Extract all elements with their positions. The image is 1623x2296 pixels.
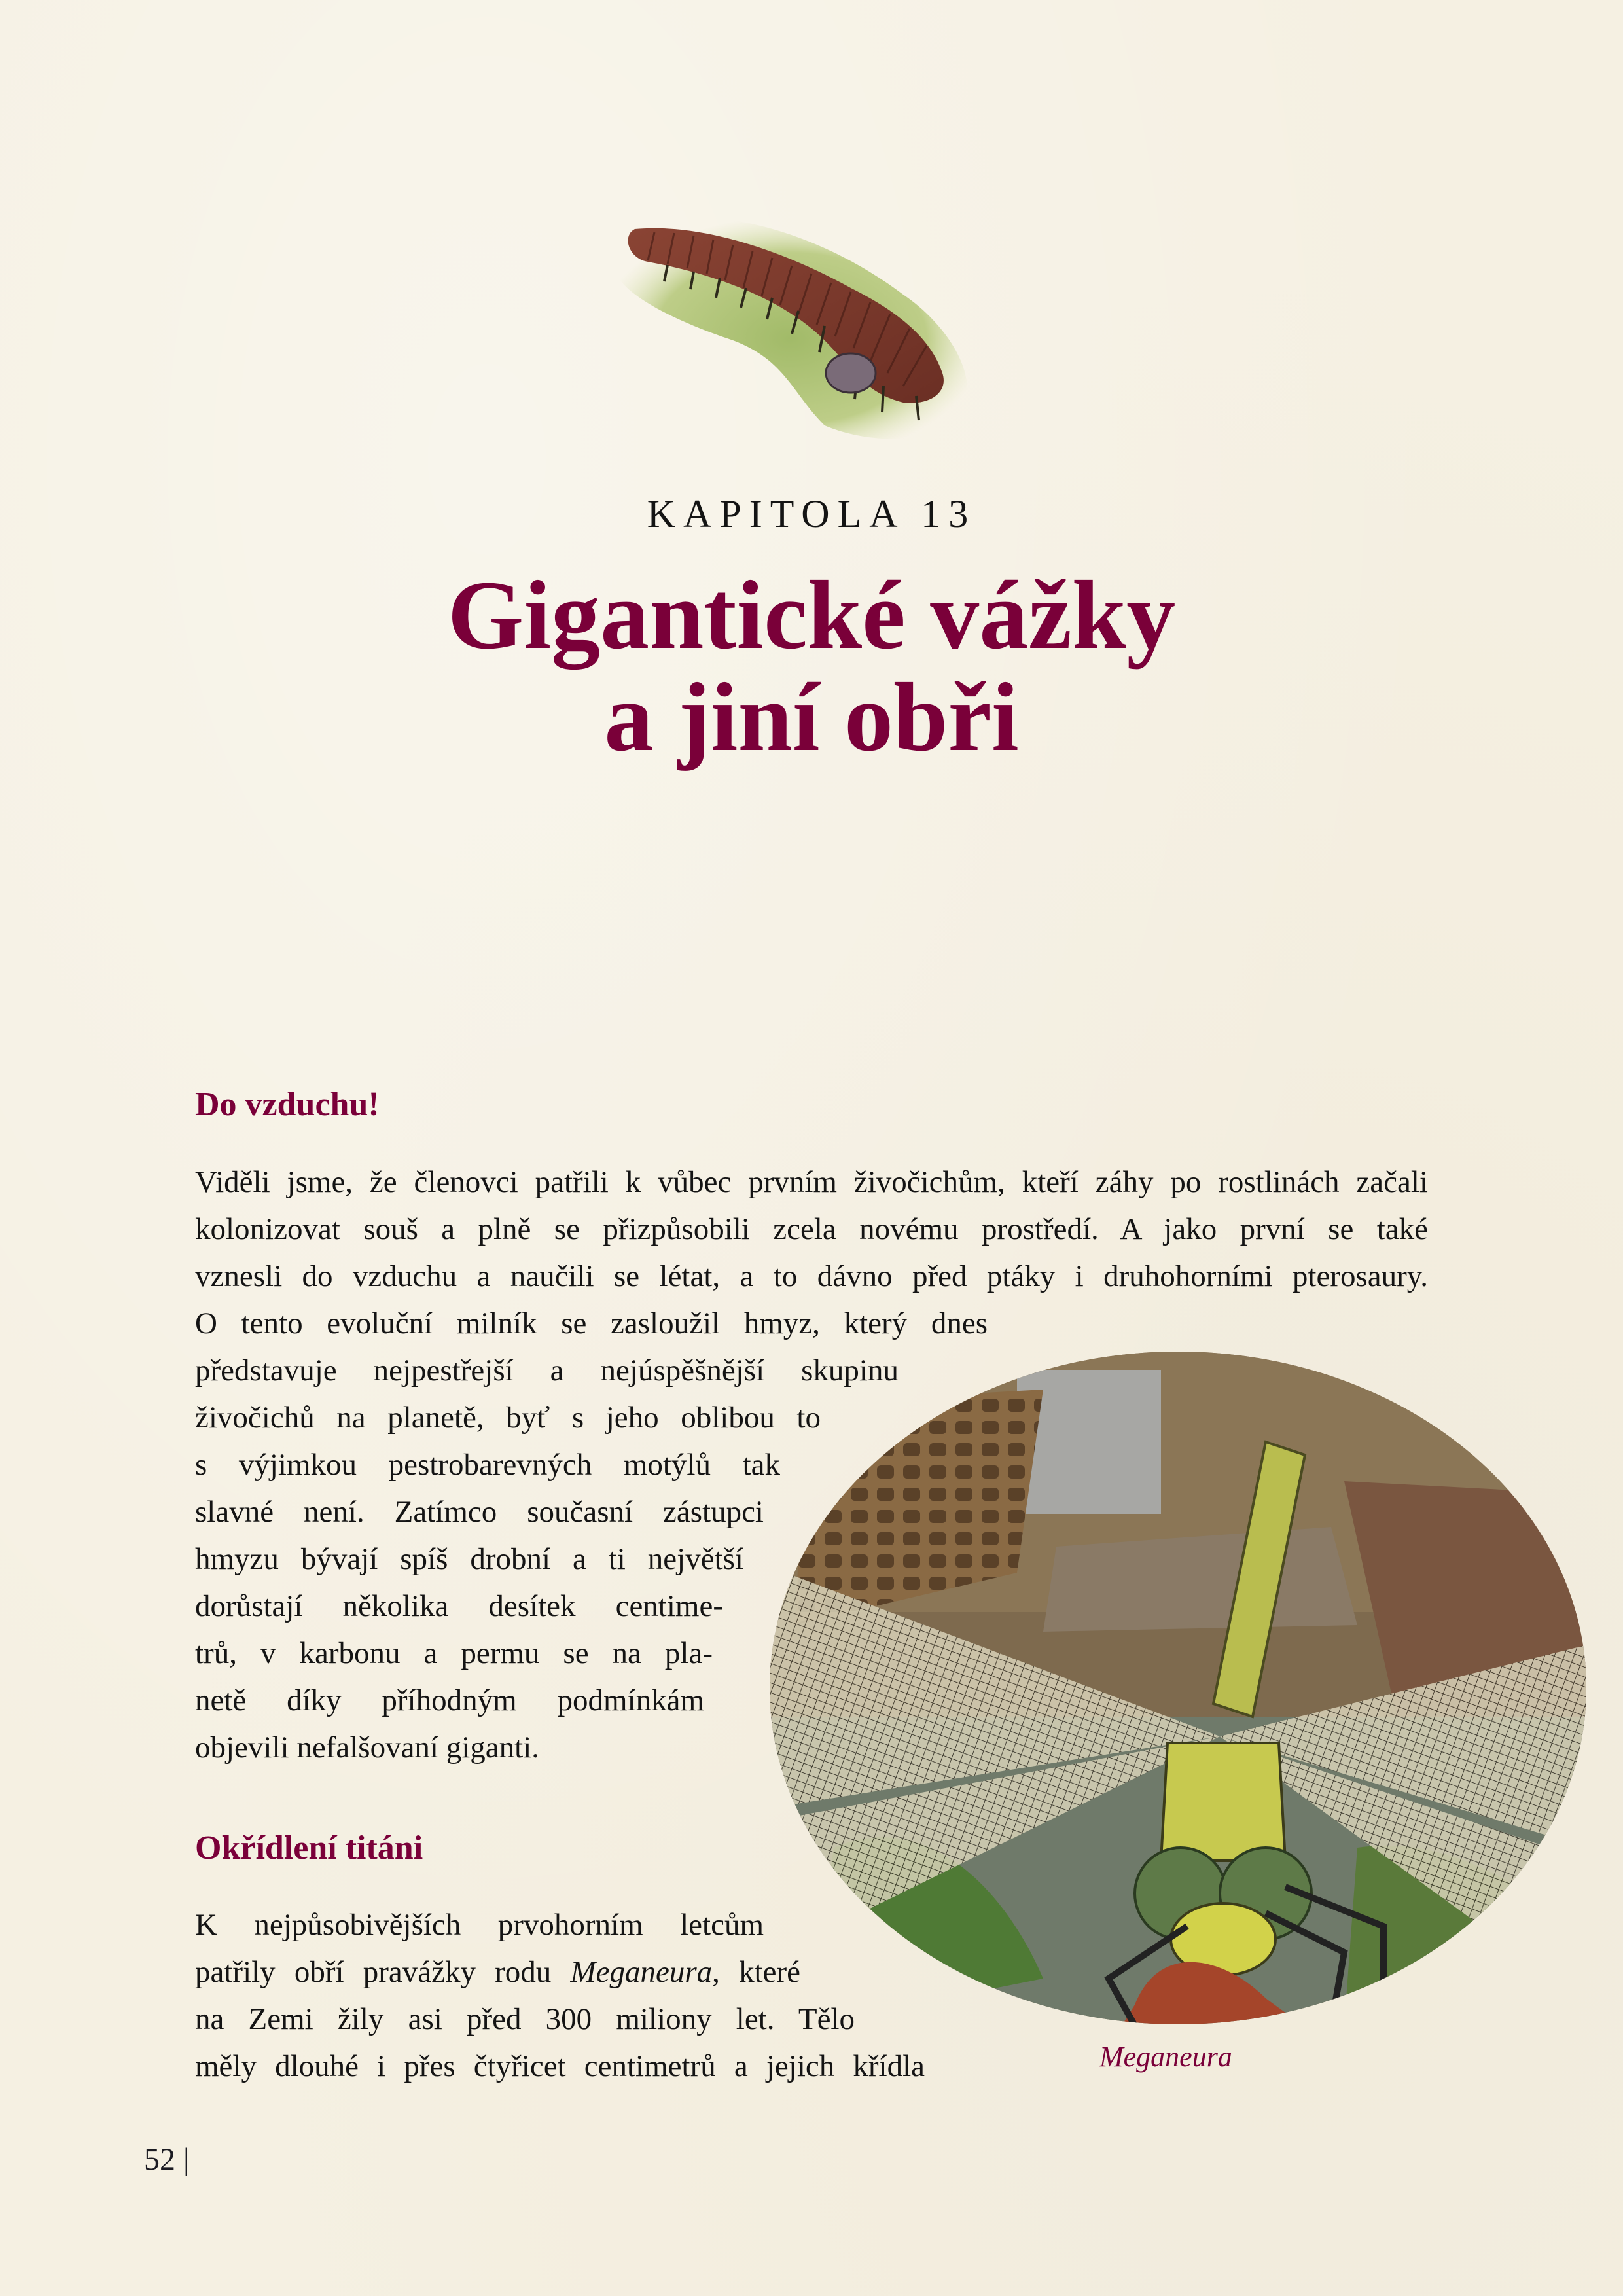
page-number-value: 52 [144,2142,175,2177]
body-line: vznesli do vzduchu a naučili se létat, a to dávno před ptáky i druhohorními pterosaury. [195,1259,1428,1293]
body-line: Viděli jsme, že členovci patřili k vůbec prvním živočichům, kteří záhy po rostlinách začali [195,1165,1428,1199]
body-line: objevili nefalšovaní giganti. [195,1731,540,1765]
body-text: patřily obří pravážky rodu [195,1955,571,1989]
body-line: na Zemi žily asi před 300 miliony let. Tělo [195,2002,855,2036]
page-number-separator: | [183,2142,190,2177]
body-line [195,1948,800,1996]
meganeura-dragonfly-illustration [768,1350,1588,2026]
page-number [144,2140,190,2179]
body-line: K nejpůsobivějších prvohorním letcům [195,1908,764,1942]
body-line: netě díky příhodným podmínkám [195,1683,704,1717]
body-line: živočichů na planetě, byť s jeho oblibou to [195,1401,821,1435]
body-line: představuje nejpestřejší a nejúspěšnější skupinu [195,1354,899,1388]
body-line: dorůstají několika desítek centime- [195,1589,723,1623]
body-line: slavné není. Zatímco současní zástupci [195,1495,764,1529]
section-heading-do-vzduchu: Do vzduchu! [195,1086,380,1123]
body-line: s výjimkou pestrobarevných motýlů tak [195,1448,780,1482]
chapter-title-line-1: Gigantické vážky [447,561,1176,670]
chapter-title-line-2: a jiní obři [604,663,1019,772]
body-text: , které [712,1955,800,1989]
body-line: měly dlouhé i přes čtyřicet centimetrů a jejich křídla [195,2049,925,2083]
chapter-label: KAPITOLA 13 [647,492,976,535]
millipede-illustration [576,177,1060,452]
section-heading-okridleni-titani: Okřídlení titáni [195,1829,423,1867]
body-line: hmyzu bývají spíš drobní a ti největší [195,1542,743,1576]
genus-name-italic: Meganeura [570,1955,713,1989]
figure-caption: Meganeura [1099,2041,1232,2073]
body-line: kolonizovat souš a plně se přizpůsobili zcela novému prostředí. A jako první se také [195,1212,1428,1246]
body-line: trů, v karbonu a permu se na pla- [195,1636,713,1670]
body-line: O tento evoluční milník se zasloužil hmyz, který dnes [195,1306,988,1340]
